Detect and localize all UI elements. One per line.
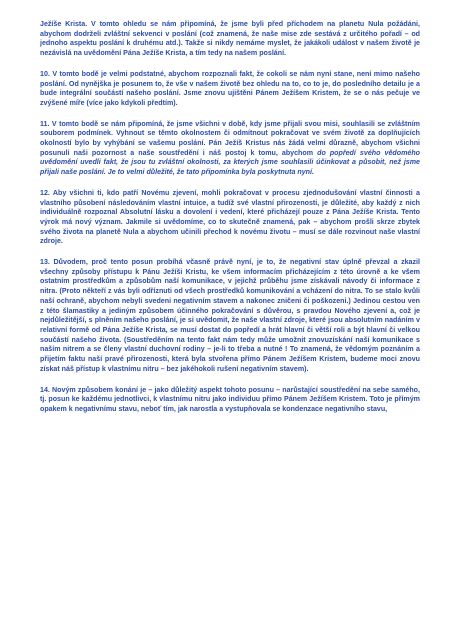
paragraph-text: Ježíše Krista. V tomto ohledu se nám připomíná, že jsme byli před příchodem na planetu Nula požádáni, abychom dodrželi zvláštní sekvenci v poslání (což znamená, že naše mise zde sestává z určitého pořadí – od jednoho aspektu poslání k druhému atd.). Takže si nikdy nemáme myslet, že jakákoli událost v našem životě je nezávislá na uvědomění Pána Ježíše Krista, a tím tedy na našem poslání. [40, 20, 420, 58]
paragraph [40, 386, 420, 415]
paragraph-text: 13. Důvodem, proč tento posun probíhá včasně právě nyní, je to, že negativní stav úplně převzal a zkazil všechny způsoby přístupu k Pánu Ježíši Kristu, ke všem informacím přicházejícím z této úrovně a ke všem ostatním prostředkům a způsobům naší komunikace, v jejichž průběhu jsme získávali návody či informace z nitra. (Proto někteří z vás byli odříznuti od všech prostředků komunikování a vcházení do nitra. To se stalo kvůli naší ochraně, abychom nebyli svedeni negativním stavem a nakonec zničeni či poškozeni.) Jedinou cestou ven z této šlamastiky a jediným způsobem účinného pokračování s důvěrou, s pravdou Nového zjevení a, což je nejdůležitější, s plněním našeho poslání, je si uvědomit, že naše vlastní zdroje, které jsou absolutním nadáním v relativní formě od Pána Ježíše Krista, se musí dostat do popředí a hrát hlavní či větší roli a být hlavní či velkou součástí našeho života. (Soustředěním na tento fakt nám tedy může umožnit znovuzískání naší komunikace s naším nitrem a se členy vlastní duchovní rodiny – je-li to třeba a nutné ! To znamená, že vědomým poznáním a přijetím faktu naší pravé přirozenosti, která byla stvořena přímo Pánem Ježíšem Kristem, budeme moci znovu získat náš přístup k vlastnímu nitru – bez jakéhokoli rušení negativním stavem). [40, 258, 420, 373]
paragraph [40, 189, 420, 247]
paragraph-text: 11. V tomto bodě se nám připomíná, že jsme všichni v době, kdy jsme přijali svou misi, souhlasili se zvláštním souborem podmínek. Vyhnout se těmto okolnostem či odmítnout pokračovat ve svém životě za doplňujících okolností bylo by vyhýbání se vašemu poslání. Pán Ježíš Kristus nás žádá velmi důrazně, abychom všichni posunuli naši pozornost a naše soustředění i náš postoj k tomu, abychom [40, 119, 420, 157]
paragraph [40, 70, 420, 109]
paragraph-text: 12. Aby všichni ti, kdo patří Novému zjevení, mohli pokračovat v procesu zjednodušování vlastní činnosti a vlastního působení následováním vlastní intuice, a tudíž své vlastní přirozenosti, je důležité, aby každý z nich individuálně rozpoznal Absolutní lásku a dovolení i vedení, které přicházejí pouze z Pána Ježíše Krista. Tento výrok má nový význam. Jakmile si uvědomíme, co to skutečně znamená, pak – abychom prošli skrze zbytek svého života na planetě Nula a abychom učinili přechod k novému životu – musí se dále rozvinout naše vlastní zdroje. [40, 188, 420, 246]
emphasized-text: do popředí svého vědomého uvědomění uvedli fakt, že jsou tu zvláštní okolnosti, za kterých jsme souhlasili účinkovat a působit, než jsme přijali naše poslání. Je to velmi důležité, že tato připomínka byla poskytnuta nyní. [40, 148, 420, 177]
paragraph-text: 14. Novým způsobem konání je – jako důležitý aspekt tohoto posunu – narůstající soustředění na sebe samého, tj. posun ke každému jednotlivci, k vlastnímu nitru jako individuu přímo Pánem Ježíšem Kristem. Toto je přímým opakem k negativnímu stavu, neboť tím, jak narostla a vystupňovala se kondenzace negativního stavu, [40, 385, 420, 413]
paragraph [40, 20, 420, 59]
paragraph [40, 120, 420, 178]
paragraph-text: 10. V tomto bodě je velmi podstatné, abychom rozpoznali fakt, že cokoli se nám nyní stane, není mimo našeho poslání. Od nynějška je posunem to, že vše v našem životě bez ohledu na to, co to je, do posledního detailu je a bude integrální součástí našeho poslání. Jsme znovu ujištěni Pánem Ježíšem Kristem, že se o nás pečuje ve zvýšené míře (více jako kdykoli předtím). [40, 69, 420, 107]
paragraph [40, 258, 420, 374]
document-body [40, 20, 420, 426]
